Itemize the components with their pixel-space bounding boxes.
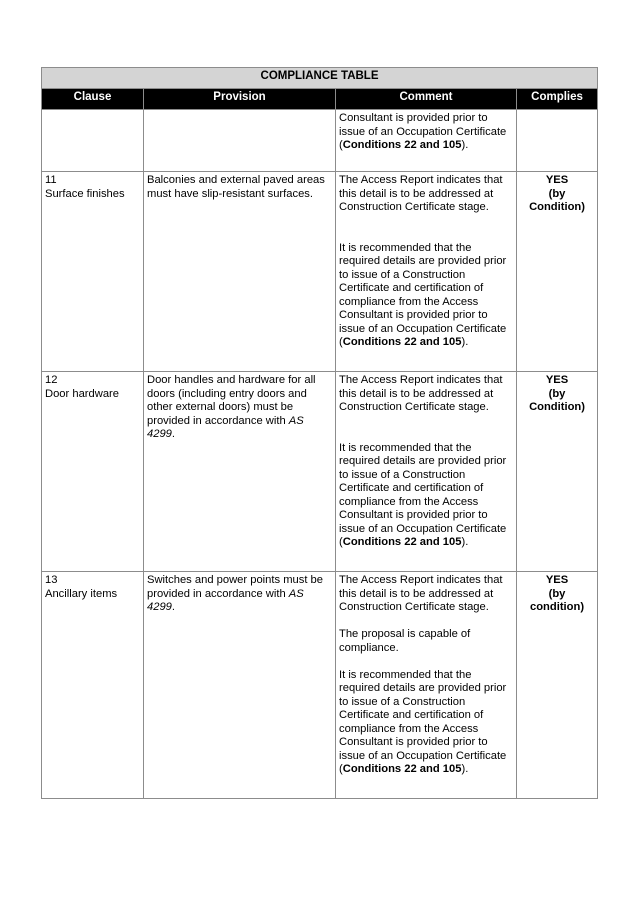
cell-clause — [42, 172, 144, 372]
comment-paragraph: It is recommended that the required details are provided prior to issue of a Construction Certificate and certification of compliance from the Access Consultant is provided prior to issue of an Occupation Certificate (Conditions 22 and 105). — [339, 668, 507, 775]
cell-provision: Door handles and hardware for all doors (including entry doors and other external doors) must be provided in accordance with AS 4299. — [144, 372, 336, 572]
cell-complies: YES (by Condition) — [517, 172, 598, 372]
header-clause: Clause — [42, 89, 144, 110]
clause-number: 13 — [45, 574, 58, 586]
comment-paragraph: It is recommended that the required details are provided prior to issue of a Construction Certificate and certification of compliance from the Access Consultant is provided prior to issue of an Occupation Certificate (Conditions 22 and 105). — [339, 241, 507, 348]
table-row — [42, 572, 598, 799]
table-title-row — [42, 68, 598, 89]
header-complies: Complies — [517, 89, 598, 110]
table-row — [42, 172, 598, 372]
clause-name: Ancillary items — [45, 587, 118, 600]
cell-complies: YES (by Condition) — [517, 372, 598, 572]
table-title: COMPLIANCE TABLE — [42, 68, 598, 89]
cell-comment — [336, 372, 517, 572]
comment-paragraph: It is recommended that the required details are provided prior to issue of a Construction Certificate and certification of compliance from the Access Consultant is provided prior to issue of an Occupation Certificate (Conditions 22 and 105). — [339, 441, 507, 548]
cell-complies — [517, 110, 598, 172]
cell-complies: YES (by condition) — [517, 572, 598, 799]
cell-comment — [336, 172, 517, 372]
header-comment: Comment — [336, 89, 517, 110]
table-header-row — [42, 89, 598, 110]
clause-name: Door hardware — [45, 387, 119, 400]
comment-paragraph: The proposal is capable of compliance. — [339, 628, 471, 654]
cell-provision: Switches and power points must be provided in accordance with AS 4299. — [144, 572, 336, 799]
clause-number: 11 — [45, 174, 57, 186]
cell-clause — [42, 372, 144, 572]
header-provision: Provision — [144, 89, 336, 110]
table-row — [42, 372, 598, 572]
clause-number: 12 — [45, 374, 58, 386]
table-row-continued — [42, 110, 598, 172]
cell-comment: Consultant is provided prior to issue of an Occupation Certificate (Conditions 22 and 105). — [336, 110, 517, 172]
cell-clause — [42, 572, 144, 799]
comment-paragraph: The Access Report indicates that this detail is to be addressed at Construction Certificate stage. — [339, 174, 503, 213]
cell-provision — [144, 110, 336, 172]
compliance-table — [41, 67, 598, 799]
cell-comment — [336, 572, 517, 799]
cell-provision: Balconies and external paved areas must have slip-resistant surfaces. — [144, 172, 336, 372]
comment-paragraph: The Access Report indicates that this detail is to be addressed at Construction Certificate stage. — [339, 374, 503, 413]
clause-name: Surface finishes — [45, 187, 125, 200]
cell-clause — [42, 110, 144, 172]
comment-paragraph: The Access Report indicates that this detail is to be addressed at Construction Certificate stage. — [339, 574, 503, 613]
